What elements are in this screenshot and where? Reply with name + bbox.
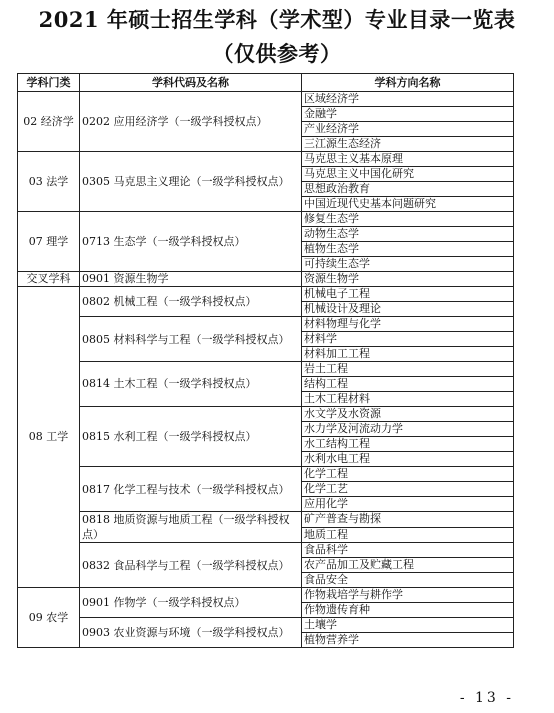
direction-cell: 化学工艺 — [302, 482, 514, 497]
table-row — [18, 407, 514, 422]
direction-cell: 动物生态学 — [302, 227, 514, 242]
program-catalog-table — [17, 73, 514, 648]
discipline-cell: 0305 马克思主义理论（一级学科授权点） — [80, 152, 302, 212]
direction-cell: 水文学及水资源 — [302, 407, 514, 422]
direction-cell: 农产品加工及贮藏工程 — [302, 558, 514, 573]
page-title: 2021 年硕士招生学科（学术型）专业目录一览表 — [38, 7, 516, 32]
table-body — [18, 92, 514, 648]
direction-cell: 中国近现代史基本问题研究 — [302, 197, 514, 212]
direction-cell: 区域经济学 — [302, 92, 514, 107]
category-cell: 08 工学 — [18, 287, 80, 588]
direction-cell: 马克思主义基本原理 — [302, 152, 514, 167]
table-header-row — [18, 74, 514, 92]
table-row — [18, 272, 514, 287]
discipline-cell: 0832 食品科学与工程（一级学科授权点） — [80, 543, 302, 588]
direction-cell: 机械电子工程 — [302, 287, 514, 302]
direction-cell: 金融学 — [302, 107, 514, 122]
direction-cell: 材料学 — [302, 332, 514, 347]
discipline-cell: 0815 水利工程（一级学科授权点） — [80, 407, 302, 467]
table-row — [18, 362, 514, 377]
table-row — [18, 212, 514, 227]
direction-cell: 作物栽培学与耕作学 — [302, 588, 514, 603]
page-subtitle: （仅供参考） — [212, 41, 342, 66]
discipline-cell: 0818 地质资源与地质工程（一级学科授权点） — [80, 512, 302, 543]
table-row — [18, 92, 514, 107]
category-cell: 03 法学 — [18, 152, 80, 212]
direction-cell: 地质工程 — [302, 527, 514, 543]
direction-cell: 食品科学 — [302, 543, 514, 558]
direction-cell: 土木工程材料 — [302, 392, 514, 407]
discipline-cell: 0903 农业资源与环境（一级学科授权点） — [80, 618, 302, 648]
header-discipline: 学科代码及名称 — [80, 74, 302, 92]
direction-cell: 机械设计及理论 — [302, 302, 514, 317]
table-row — [18, 287, 514, 302]
discipline-cell: 0805 材料科学与工程（一级学科授权点） — [80, 317, 302, 362]
table-row — [18, 512, 514, 528]
discipline-cell: 0814 土木工程（一级学科授权点） — [80, 362, 302, 407]
direction-cell: 作物遗传育种 — [302, 603, 514, 618]
direction-cell: 三江源生态经济 — [302, 137, 514, 152]
page-number: - 13 - — [459, 690, 514, 706]
direction-cell: 化学工程 — [302, 467, 514, 482]
direction-cell: 矿产普查与勘探 — [302, 512, 514, 528]
discipline-cell: 0802 机械工程（一级学科授权点） — [80, 287, 302, 317]
table-row — [18, 467, 514, 482]
table-row — [18, 618, 514, 633]
table-row — [18, 152, 514, 167]
direction-cell: 应用化学 — [302, 497, 514, 512]
direction-cell: 水力学及河流动力学 — [302, 422, 514, 437]
category-cell: 07 理学 — [18, 212, 80, 272]
header-direction: 学科方向名称 — [302, 74, 514, 92]
direction-cell: 修复生态学 — [302, 212, 514, 227]
direction-cell: 植物营养学 — [302, 633, 514, 648]
category-cell: 02 经济学 — [18, 92, 80, 152]
direction-cell: 植物生态学 — [302, 242, 514, 257]
direction-cell: 思想政治教育 — [302, 182, 514, 197]
direction-cell: 可持续生态学 — [302, 257, 514, 272]
discipline-cell: 0817 化学工程与技术（一级学科授权点） — [80, 467, 302, 512]
direction-cell: 土壤学 — [302, 618, 514, 633]
direction-cell: 结构工程 — [302, 377, 514, 392]
category-cell: 09 农学 — [18, 588, 80, 648]
discipline-cell: 0713 生态学（一级学科授权点） — [80, 212, 302, 272]
header-category: 学科门类 — [18, 74, 80, 92]
discipline-cell: 0901 资源生物学 — [80, 272, 302, 287]
discipline-cell: 0901 作物学（一级学科授权点） — [80, 588, 302, 618]
discipline-cell: 0202 应用经济学（一级学科授权点） — [80, 92, 302, 152]
direction-cell: 马克思主义中国化研究 — [302, 167, 514, 182]
direction-cell: 食品安全 — [302, 573, 514, 588]
direction-cell: 材料加工工程 — [302, 347, 514, 362]
direction-cell: 材料物理与化学 — [302, 317, 514, 332]
category-cell: 交叉学科 — [18, 272, 80, 287]
direction-cell: 水工结构工程 — [302, 437, 514, 452]
table-row — [18, 588, 514, 603]
table-row — [18, 543, 514, 558]
direction-cell: 水利水电工程 — [302, 452, 514, 467]
direction-cell: 资源生物学 — [302, 272, 514, 287]
direction-cell: 产业经济学 — [302, 122, 514, 137]
table-row — [18, 317, 514, 332]
direction-cell: 岩土工程 — [302, 362, 514, 377]
